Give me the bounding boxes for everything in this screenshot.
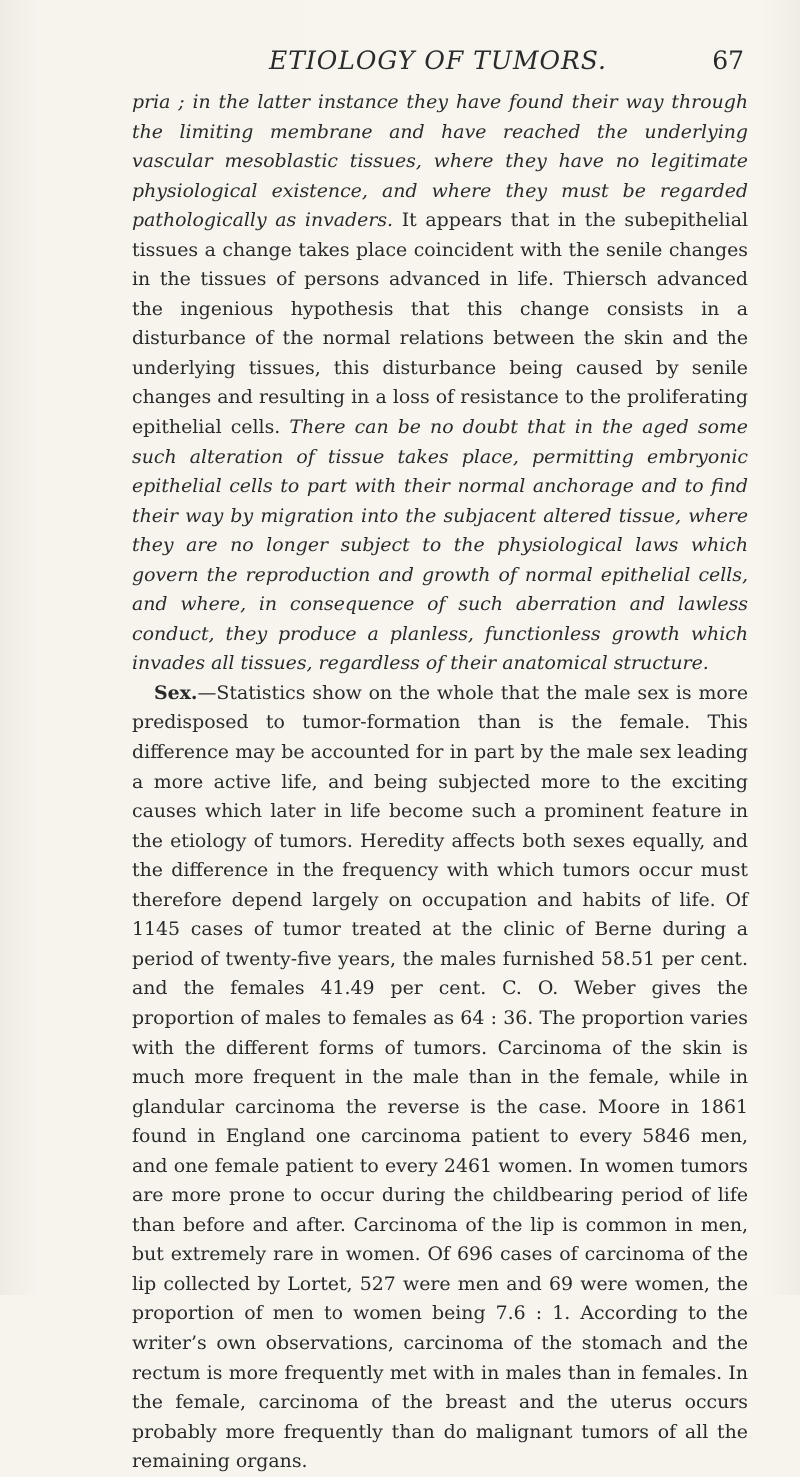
paragraph-text: It appears that in the subepithelial tissues a change takes place coincident with the senile changes in the tissues of persons advanced in life. Thiersch advanced the ingenious hypothesis that this change consists in a disturbance of the normal relations between the skin and the underlying tissues, this disturbance being caused by senile changes and resulting in a loss of resistance to the proliferating epithelial cells. <box>132 209 748 439</box>
italic-passage-start: pria ; in the latter instance they have found their way through the limiting membrane and have reached the underlying vascular mesoblastic tissues, where they have no legitimate physiological existence, and where they must be regarded pathologically as invaders. <box>132 91 748 232</box>
paragraph-continuation <box>132 88 748 679</box>
running-head <box>132 42 744 82</box>
section-heading-sex: Sex. <box>154 681 198 704</box>
page-number: 67 <box>712 46 744 75</box>
running-title: ETIOLOGY OF TUMORS. <box>268 46 607 75</box>
body-text <box>132 88 748 1477</box>
paragraph-text: —Statistics show on the whole that the male sex is more predisposed to tumor-formation than is the female. This difference may be accounted for in part by the male sex leading a more active life, and being subjected more to the exciting causes which later in life become such a prominent feature in the etiology of tumors. Heredity affects both sexes equally, and the difference in the frequency with which tumors occur must therefore depend largely on occupation and habits of life. Of 1145 cases of tumor treated at the clinic of Berne during a period of twenty-five years, the males furnished 58.51 per cent. and the females 41.49 per cent. C. O. Weber gives the proportion of males to females as 64 : 36. The proportion varies with the different forms of tumors. Carcinoma of the skin is much more frequent in the male than in the female, while in glandular carcinoma the reverse is the case. Moore in 1861 found in England one carcinoma patient to every 5846 men, and one female patient to every 2461 women. In women tumors are more prone to occur during the childbearing period of life than before and after. Carcinoma of the lip is common in men, but extremely rare in women. Of 696 cases of carcinoma of the lip collected by Lortet, 527 were men and 69 were women, the proportion of men to women being 7.6 : 1. According to the writer’s own observations, carcinoma of the stomach and the rectum is more frequently met with in males than in females. In the female, carcinoma of the breast and the uterus occurs probably more frequently than do malignant tumors of all the remaining organs. <box>132 681 748 1473</box>
italic-passage-end: There can be no doubt that in the aged some such alteration of tissue takes place, permitting embryonic epithelial cells to part with their normal anchorage and to find their way by migration into the subjacent altered tissue, where they are no longer subject to the physiological laws which govern the reproduction and growth of normal epithelial cells, and where, in consequence of such aberration and lawless conduct, they produce a planless, functionless growth which invades all tissues, regardless of their anatomical structure. <box>132 416 748 675</box>
paragraph-sex <box>132 679 748 1477</box>
